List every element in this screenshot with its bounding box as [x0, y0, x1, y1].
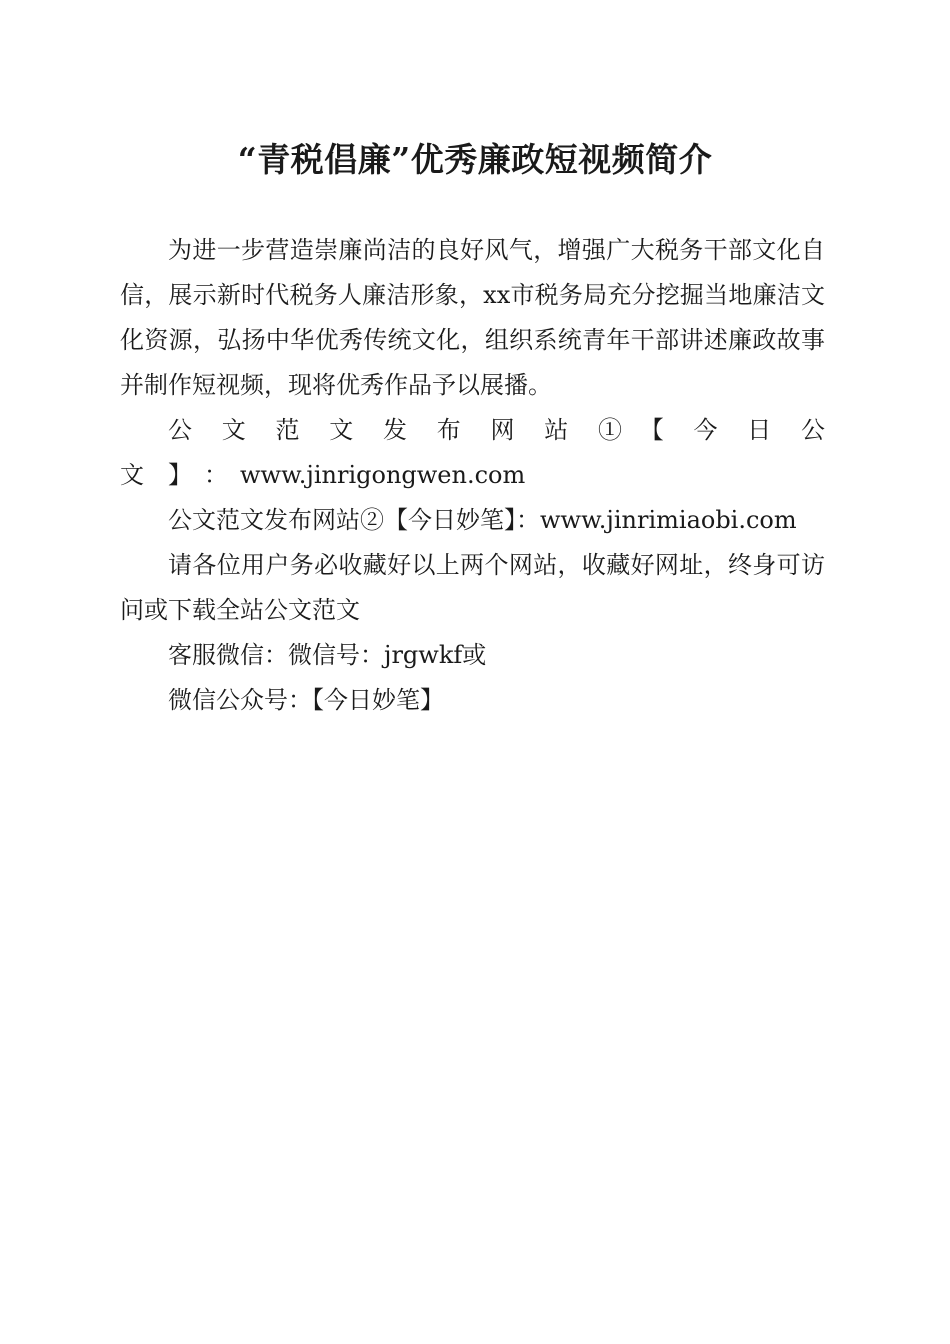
document-body	[120, 228, 849, 723]
document-title: “青税倡廉”优秀廉政短视频简介	[237, 140, 713, 179]
intro-paragraph: 为进一步营造崇廉尚洁的良好风气，增强广大税务干部文化自信，展示新时代税务人廉洁形象，xx市税务局充分挖掘当地廉洁文化资源，弘扬中华优秀传统文化，组织系统青年干部讲述廉政故事并制作短视频，现将优秀作品予以展播。	[120, 236, 825, 399]
site-two-paragraph: 公文范文发布网站②【今日妙笔】：www.jinrimiaobi.com	[168, 506, 797, 534]
site-one-paragraph: 公 文 范 文 发 布 网 站 ① 【 今 日 公 文 】 ： www.jinrigongwen.com	[120, 416, 849, 489]
service-wechat-paragraph: 客服微信：微信号：jrgwkf或	[168, 641, 487, 669]
bookmark-notice-paragraph: 请各位用户务必收藏好以上两个网站，收藏好网址，终身可访问或下载全站公文范文	[120, 551, 825, 624]
wechat-account-paragraph: 微信公众号：【今日妙笔】	[168, 686, 444, 714]
